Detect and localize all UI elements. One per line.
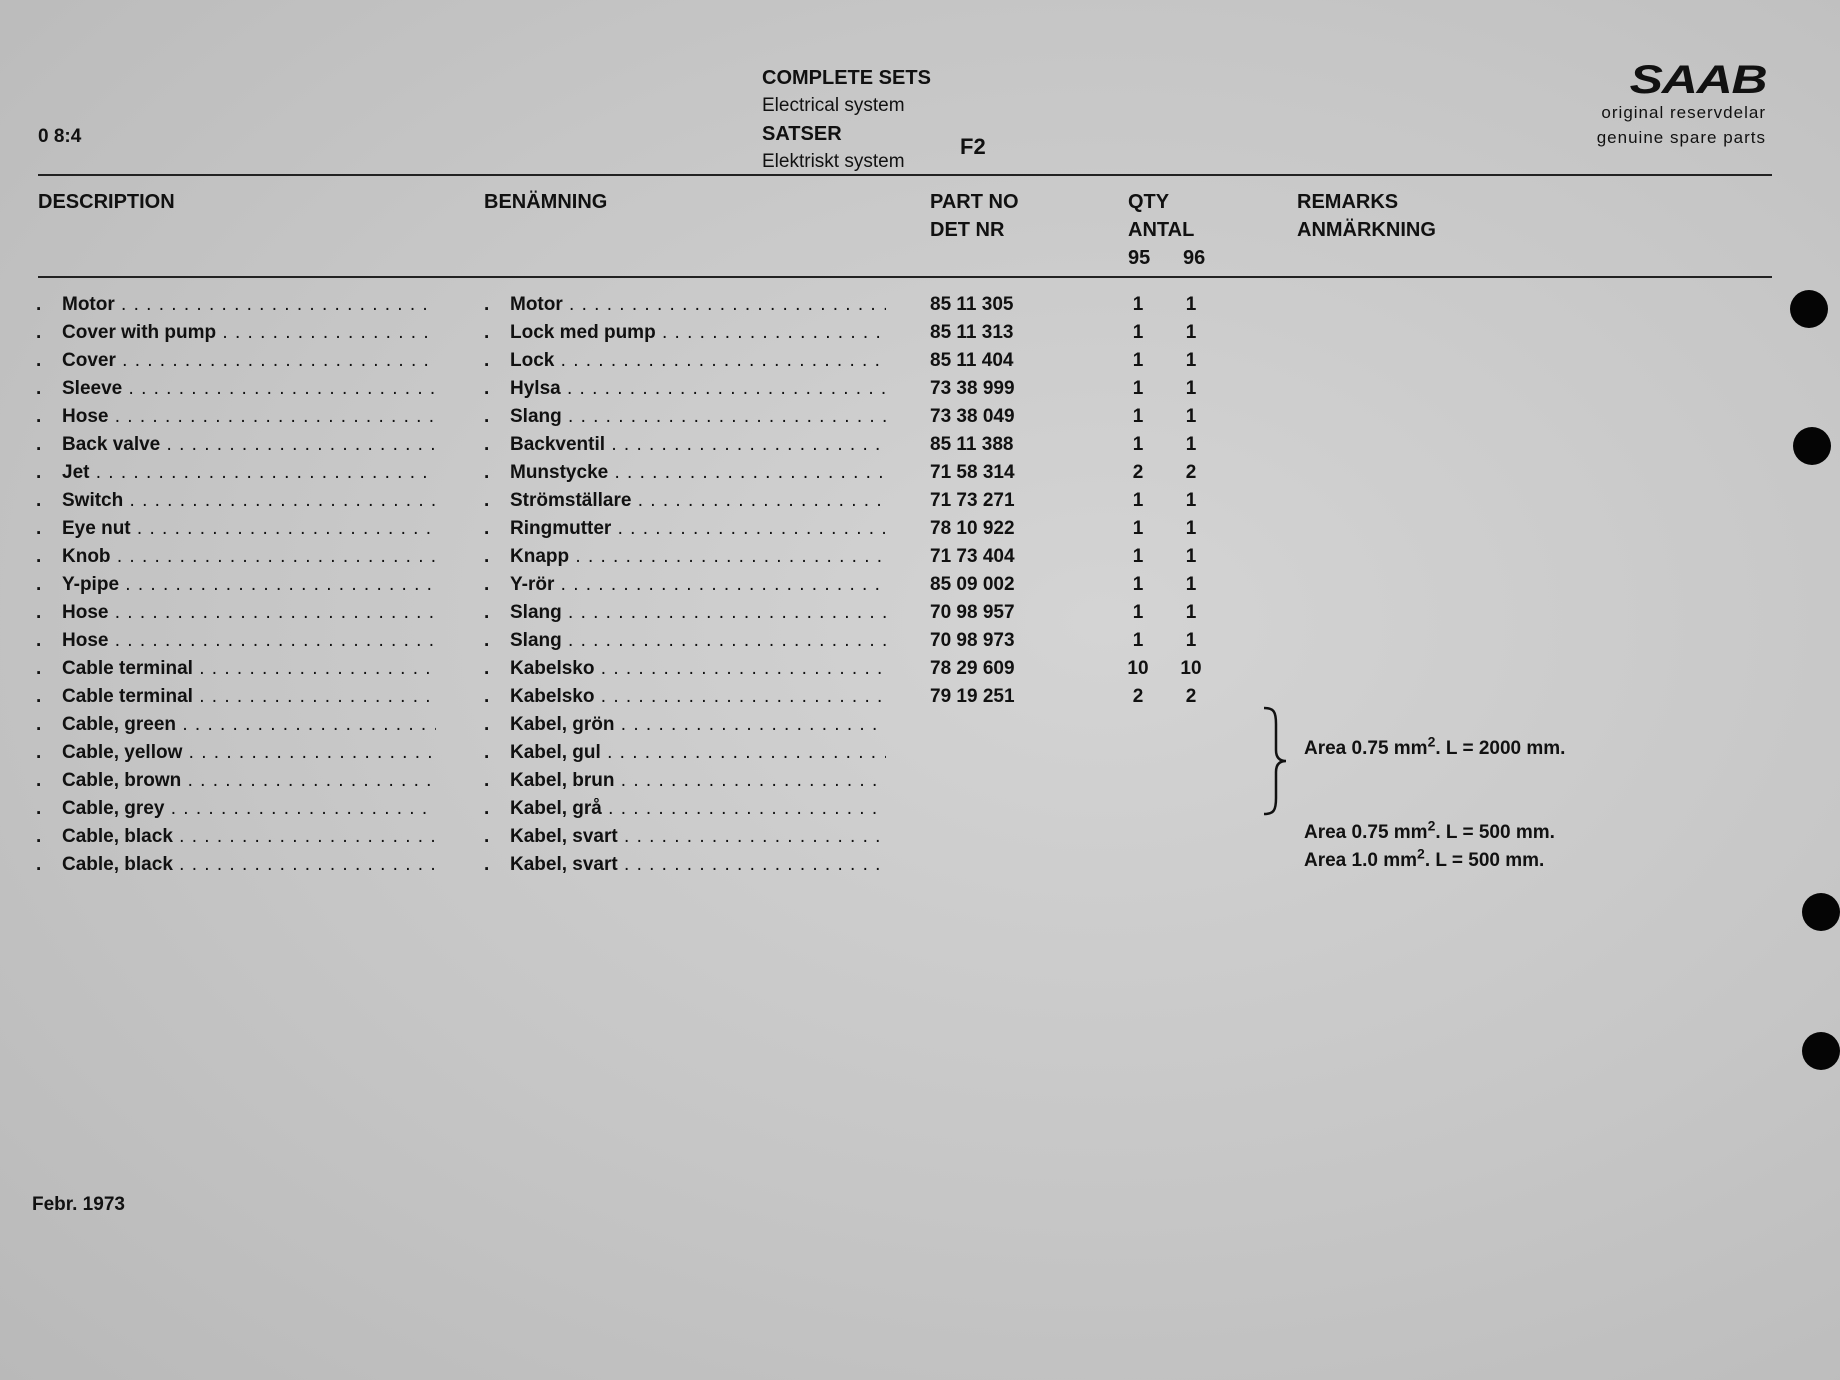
col-description: DESCRIPTION	[38, 191, 175, 213]
row-description: Cover with pump . . .	[62, 322, 436, 344]
row-part-no: 73 38 999	[930, 378, 1015, 399]
row-qty-96: 1	[1185, 322, 1197, 343]
row-bullet: .	[484, 322, 490, 343]
row-qty-96: 1	[1185, 574, 1197, 595]
row-description: Cable, brown . . .	[62, 770, 436, 792]
col-qty	[1128, 188, 1206, 272]
row-benamning: Knapp . . .	[510, 546, 886, 568]
row-part-no: 70 98 973	[930, 630, 1015, 651]
row-bullet: .	[484, 770, 490, 791]
row-benamning: Kabel, grön . . .	[510, 714, 886, 736]
row-qty-95: 1	[1132, 434, 1144, 455]
binder-hole	[1802, 1032, 1840, 1070]
row-bullet: .	[36, 770, 42, 791]
row-qty-95: 1	[1132, 378, 1144, 399]
row-qty-96: 10	[1180, 658, 1202, 679]
title-en: COMPLETE SETS	[762, 67, 931, 89]
binder-hole	[1790, 290, 1828, 328]
row-part-no: 78 10 922	[930, 518, 1015, 539]
row-description: Cable, yellow . . .	[62, 742, 436, 764]
row-bullet: .	[36, 798, 42, 819]
row-qty-96: 1	[1185, 546, 1197, 567]
row-description: Cable, grey . . .	[62, 798, 436, 820]
row-benamning: Hylsa . . .	[510, 378, 886, 400]
row-benamning: Backventil . . .	[510, 434, 886, 456]
row-bullet: .	[484, 490, 490, 511]
row-part-no: 70 98 957	[930, 602, 1015, 623]
row-qty-96: 1	[1185, 294, 1197, 315]
row-qty-96: 1	[1185, 630, 1197, 651]
row-bullet: .	[484, 462, 490, 483]
col-benamning: BENÄMNING	[484, 191, 608, 213]
subtitle-sv: Elektriskt system	[762, 151, 905, 172]
row-benamning: Kabelsko . . .	[510, 658, 886, 680]
row-benamning: Kabel, svart . . .	[510, 826, 886, 848]
row-qty-96: 2	[1185, 462, 1197, 483]
remark-1-length: . L = 2000 mm.	[1435, 738, 1566, 759]
title-block	[762, 64, 931, 176]
row-bullet: .	[484, 546, 490, 567]
remark-1-text: Area 0.75 mm	[1304, 738, 1428, 759]
row-bullet: .	[484, 742, 490, 763]
row-bullet: .	[484, 602, 490, 623]
row-benamning: Slang . . .	[510, 630, 886, 652]
row-description: Knob . . .	[62, 546, 436, 568]
row-bullet: .	[484, 686, 490, 707]
title-sv: SATSER	[762, 123, 842, 145]
row-qty-96: 2	[1185, 686, 1197, 707]
binder-hole	[1793, 427, 1831, 465]
row-description: Y-pipe . . .	[62, 574, 436, 596]
row-description: Cable terminal . . .	[62, 658, 436, 680]
row-description: Eye nut . . .	[62, 518, 436, 540]
row-qty-95: 1	[1132, 322, 1144, 343]
row-bullet: .	[36, 630, 42, 651]
row-part-no: 85 09 002	[930, 574, 1015, 595]
row-qty-95: 1	[1132, 294, 1144, 315]
logo-line-en: genuine spare parts	[1596, 128, 1766, 147]
row-bullet: .	[36, 574, 42, 595]
col-remarks-en: REMARKS	[1297, 191, 1399, 213]
row-bullet: .	[484, 406, 490, 427]
row-qty-95: 1	[1132, 518, 1144, 539]
row-qty-95: 1	[1132, 490, 1144, 511]
row-part-no: 85 11 404	[930, 350, 1014, 371]
row-benamning: Kabel, gul . . .	[510, 742, 886, 764]
remark-2-text: Area 0.75 mm	[1304, 822, 1428, 843]
col-qty-en: QTY	[1128, 191, 1170, 213]
row-benamning: Slang . . .	[510, 406, 886, 428]
row-description: Hose . . .	[62, 406, 436, 428]
logo-mark: SAAB	[1629, 58, 1766, 102]
remark-3-exp: 2	[1417, 845, 1425, 862]
col-qty-96: 96	[1183, 247, 1206, 269]
row-part-no: 71 58 314	[930, 462, 1015, 483]
row-qty-95: 10	[1127, 658, 1149, 679]
remark-2-length: . L = 500 mm.	[1435, 822, 1555, 843]
row-bullet: .	[36, 462, 42, 483]
row-qty-96: 1	[1185, 406, 1197, 427]
row-part-no: 78 29 609	[930, 658, 1015, 679]
row-bullet: .	[36, 686, 42, 707]
col-remarks	[1297, 188, 1436, 244]
row-bullet: .	[484, 434, 490, 455]
remark-1-exp: 2	[1427, 733, 1436, 750]
section-code: F2	[960, 134, 986, 159]
remark-cable-black-2	[1304, 845, 1545, 872]
row-description: Switch . . .	[62, 490, 436, 512]
row-bullet: .	[484, 630, 490, 651]
row-benamning: Kabel, svart . . .	[510, 854, 886, 876]
row-description: Hose . . .	[62, 630, 436, 652]
remarks-brace	[1262, 706, 1288, 816]
col-qty-models	[1128, 244, 1206, 272]
row-bullet: .	[36, 434, 42, 455]
row-qty-96: 1	[1185, 434, 1197, 455]
row-bullet: .	[36, 406, 42, 427]
row-qty-95: 1	[1132, 350, 1144, 371]
row-bullet: .	[36, 322, 42, 343]
row-part-no: 71 73 404	[930, 546, 1015, 567]
row-bullet: .	[36, 546, 42, 567]
row-bullet: .	[36, 518, 42, 539]
row-benamning: Lock med pump . . .	[510, 322, 886, 344]
row-description: Sleeve . . .	[62, 378, 436, 400]
row-description: Back valve . . .	[62, 434, 436, 456]
row-bullet: .	[484, 378, 490, 399]
row-description: Cable, black . . .	[62, 826, 436, 848]
row-bullet: .	[484, 798, 490, 819]
col-part-no	[930, 188, 1019, 244]
row-description: Jet . . .	[62, 462, 436, 484]
row-bullet: .	[36, 602, 42, 623]
remark-cable-set	[1304, 733, 1566, 760]
col-qty-sv: ANTAL	[1128, 219, 1195, 241]
col-part-no-sv: DET NR	[930, 219, 1005, 241]
remark-2-exp: 2	[1427, 817, 1436, 834]
table-rule	[38, 276, 1772, 278]
row-bullet: .	[36, 350, 42, 371]
row-qty-96: 1	[1185, 350, 1197, 371]
row-part-no: 85 11 313	[930, 322, 1014, 343]
row-benamning: Y-rör . . .	[510, 574, 886, 596]
header-rule	[38, 174, 1772, 176]
col-remarks-sv: ANMÄRKNING	[1297, 219, 1436, 241]
row-part-no: 73 38 049	[930, 406, 1015, 427]
row-description: Cover . . .	[62, 350, 436, 372]
row-bullet: .	[484, 294, 490, 315]
row-bullet: .	[484, 714, 490, 735]
row-qty-95: 1	[1132, 602, 1144, 623]
row-part-no: 71 73 271	[930, 490, 1015, 511]
row-bullet: .	[484, 826, 490, 847]
row-description: Cable terminal . . .	[62, 686, 436, 708]
row-bullet: .	[484, 518, 490, 539]
row-qty-96: 1	[1185, 518, 1197, 539]
row-qty-95: 1	[1132, 574, 1144, 595]
row-bullet: .	[484, 574, 490, 595]
binder-hole	[1802, 893, 1840, 931]
row-description: Cable, black . . .	[62, 854, 436, 876]
row-bullet: .	[36, 742, 42, 763]
row-benamning: Kabelsko . . .	[510, 686, 886, 708]
row-qty-95: 2	[1132, 462, 1144, 483]
row-qty-95: 1	[1132, 546, 1144, 567]
remark-cable-black-1	[1304, 817, 1555, 844]
subtitle-en: Electrical system	[762, 95, 905, 116]
row-bullet: .	[36, 294, 42, 315]
row-qty-95: 2	[1132, 686, 1144, 707]
row-benamning: Lock . . .	[510, 350, 886, 372]
logo-line-sv: original reservdelar	[1601, 103, 1766, 122]
row-bullet: .	[36, 490, 42, 511]
row-qty-95: 1	[1132, 406, 1144, 427]
row-bullet: .	[484, 854, 490, 875]
row-description: Hose . . .	[62, 602, 436, 624]
document-code: 0 8:4	[38, 126, 82, 147]
row-benamning: Motor . . .	[510, 294, 886, 316]
row-part-no: 79 19 251	[930, 686, 1015, 707]
row-qty-96: 1	[1185, 378, 1197, 399]
row-bullet: .	[36, 714, 42, 735]
row-bullet: .	[36, 658, 42, 679]
col-qty-95: 95	[1128, 247, 1151, 269]
row-bullet: .	[36, 378, 42, 399]
row-bullet: .	[36, 854, 42, 875]
row-qty-96: 1	[1185, 490, 1197, 511]
row-qty-96: 1	[1185, 602, 1197, 623]
row-part-no: 85 11 388	[930, 434, 1014, 455]
remark-3-length: . L = 500 mm.	[1424, 850, 1545, 871]
row-description: Cable, green . . .	[62, 714, 436, 736]
row-qty-95: 1	[1132, 630, 1144, 651]
row-benamning: Slang . . .	[510, 602, 886, 624]
row-benamning: Strömställare . . .	[510, 490, 886, 512]
remark-3-text: Area 1.0 mm	[1304, 850, 1418, 871]
row-benamning: Kabel, grå . . .	[510, 798, 886, 820]
col-part-no-en: PART NO	[930, 191, 1019, 213]
row-benamning: Munstycke . . .	[510, 462, 886, 484]
row-bullet: .	[484, 350, 490, 371]
row-description: Motor . . .	[62, 294, 436, 316]
row-bullet: .	[36, 826, 42, 847]
footer-date: Febr. 1973	[32, 1194, 125, 1215]
row-benamning: Kabel, brun . . .	[510, 770, 886, 792]
row-bullet: .	[484, 658, 490, 679]
row-benamning: Ringmutter . . .	[510, 518, 886, 540]
row-part-no: 85 11 305	[930, 294, 1014, 315]
saab-logo	[1597, 60, 1766, 150]
